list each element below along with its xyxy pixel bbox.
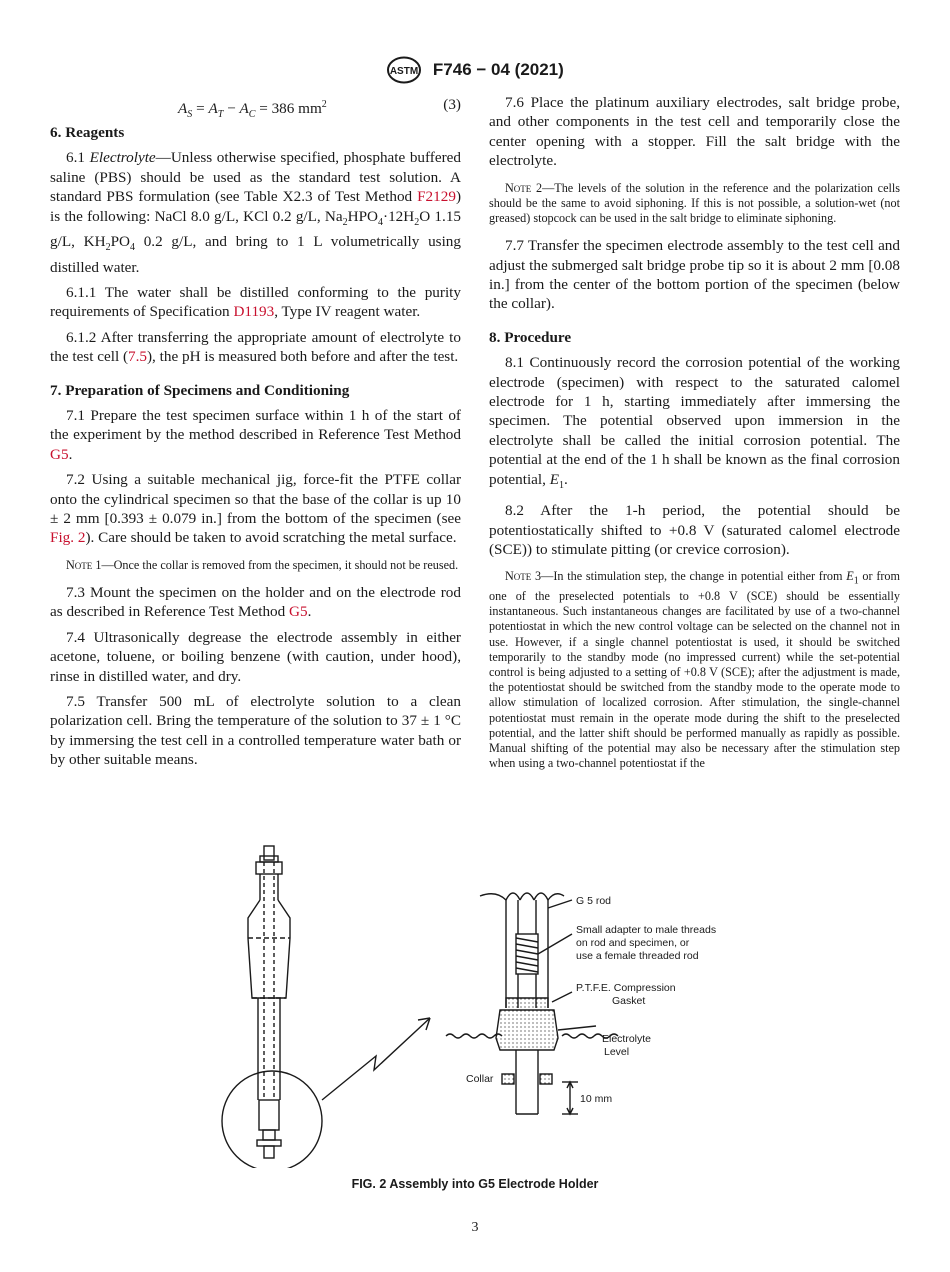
para-7-5: 7.5 Transfer 500 mL of electrolyte solution to a clean polarization cell. Bring the temperature of the solution to 37 ± 1 °C by immersing the test cell in a controlled temperature water bath or by other suitable means. — [50, 693, 461, 769]
section-6-heading: 6. Reagents — [50, 124, 125, 141]
link-g5[interactable]: G5 — [289, 603, 308, 621]
para-7-2: 7.2 Using a suitable mechanical jig, force-fit the PTFE collar onto the cylindrical specimen so that the base of the collar is up 10 ± 2 mm [0.393 ± 0.079 in.] from the bottom of the specimen (see Fig. 2). Care should be taken to avoid scratching the metal surface. — [50, 471, 461, 547]
note-1: Note 1—Once the collar is removed from the specimen, it should not be reused. — [66, 557, 459, 572]
para-8-2: 8.2 After the 1-h period, the potential should be potentiostatically shifted to +0.8 V (saturated calomel electrode (SCE)) to stimulate pitting (or crevice corrosion). — [489, 502, 900, 558]
link-d1193[interactable]: D1193 — [233, 303, 275, 321]
equation-3-text: $A_S = A_T - A_C = 386$ $mm^2$ — [178, 99, 327, 121]
para-7-6: 7.6 Place the platinum auxiliary electrodes, salt bridge probe, and other components in the test cell and temporarily close the center opening with a stopper. Fill the salt bridge with the electrolyte. — [489, 94, 900, 170]
section-7-heading: 7. Preparation of Specimens and Conditioning — [50, 381, 350, 399]
note-3: Note 3—In the stimulation step, the change in potential either from $E_1$ or from one of the preselected potentials to +0.8 V (SCE) should be essentially instantaneous. Such instantaneous changes are facilitated by use of a two-channel potentiostat in which the new control voltage can be selected on the channel not in use. However, if a single channel potentiostat is used, it should be switched temporarily to the standby mode (no impressed current) while the set-potential control is being adjusted to a setting of +0.8 V (SCE); after the adjustment is made, the potentiostat should be switched from the standby mode to the operate mode to allow stimulation of localized corrosion. After stimulation, the single-channel potentiostat must remain in the operate mode during the shift to the preselected potential, and the latter shift should be performed manually as rapidly as possible. Manual shifting of the potential may also be necessary after the stimulation step when using a two-channel potentiostat if the — [489, 569, 901, 771]
right-column — [489, 93, 900, 781]
label-adapter-2: on rod and specimen, or — [576, 937, 690, 949]
link-fig-2[interactable]: Fig. 2 — [50, 529, 86, 547]
note-2: Note 2—The levels of the solution in the reference and the polarization cells should be the same to avoid siphoning. If this is not possible, a solution-wet (not greased) stopcock can be used in the salt bridge to eliminate siphoning. — [489, 180, 901, 226]
para-7-1: 7.1 Prepare the test specimen surface within 1 h of the start of the experiment by the method described in Reference Test Method G5. — [50, 406, 461, 463]
para-7-4: 7.4 Ultrasonically degrease the electrode assembly in either acetone, toluene, or boiling benzene (with caution, under hood), rinse in distilled water, and dry. — [50, 628, 461, 685]
label-electrolyte-2: Level — [604, 1046, 630, 1058]
para-6-1-1: 6.1.1 The water shall be distilled conforming to the purity requirements of Specification D1193, Type IV reagent water. — [50, 283, 461, 321]
equation-number: (3) — [443, 96, 461, 113]
label-collar: Collar — [466, 1073, 494, 1085]
label-dimension: 10 mm — [580, 1093, 613, 1105]
para-6-1: 6.1 Electrolyte—Unless otherwise specified, phosphate buffered saline (PBS) should be used as the standard test solution. A standard PBS formulation (see Table X2.3 of Test Method F2129) is the following: NaCl 8.0 g/L, KCl 0.2 g/L, $Na_2HPO_4\cdot 12H_2O$ 1.15 g/L, $KH_2PO_4$ 0.2 g/L, and bring to 1 L volumetrically using distilled water. — [50, 149, 462, 276]
link-f2129[interactable]: F2129 — [417, 188, 456, 206]
label-gasket-2: Gasket — [612, 995, 646, 1007]
figure-2 — [200, 838, 760, 1168]
label-electrolyte-1: Electrolyte — [602, 1033, 652, 1045]
left-column — [50, 93, 461, 776]
link-g5[interactable]: G5 — [50, 445, 69, 463]
label-g5-rod: G 5 rod — [576, 895, 612, 907]
page-number: 3 — [471, 1220, 479, 1235]
label-gasket-1: P.T.F.E. Compression — [576, 982, 676, 994]
section-8-heading: 8. Procedure — [489, 328, 572, 346]
link-7-5[interactable]: 7.5 — [128, 348, 147, 366]
astm-logo-icon — [386, 56, 422, 84]
para-7-7: 7.7 Transfer the specimen electrode assembly to the test cell and adjust the submerged salt bridge probe tip so it is about 2 mm [0.08 in.] from the center of the bottom portion of the specimen (below the collar). — [489, 237, 900, 313]
electrode-holder-drawing — [222, 846, 322, 1168]
label-adapter-1: Small adapter to male threads — [576, 924, 717, 936]
standard-designation: F746 − 04 (2021) — [432, 60, 564, 79]
electrode-assembly-diagram — [200, 838, 760, 1168]
para-8-1: 8.1 Continuously record the corrosion potential of the working electrode (specimen) with respect to the saturated calomel electrode for 1 h, starting immediately after immersing the specimen. The potential observed upon immersion in the electrolyte shall be called the initial corrosion potential. The potential at the end of the 1 h shall be known as the final corrosion potential, $E_1$. — [489, 354, 900, 491]
para-6-1-2: 6.1.2 After transferring the appropriate amount of electrolyte to the test cell (7.5), the pH is measured both before and after the test. — [50, 328, 461, 366]
svg-text:ASTM: ASTM — [390, 66, 419, 77]
figure-caption: FIG. 2 Assembly into G5 Electrode Holder — [351, 1177, 599, 1191]
detail-arrow — [322, 1018, 430, 1100]
para-7-3: 7.3 Mount the specimen on the holder and on the electrode rod as described in Reference Test Method G5. — [50, 583, 461, 621]
equation-3 — [50, 93, 461, 121]
page-header — [0, 56, 950, 84]
label-adapter-3: use a female threaded rod — [576, 950, 699, 962]
